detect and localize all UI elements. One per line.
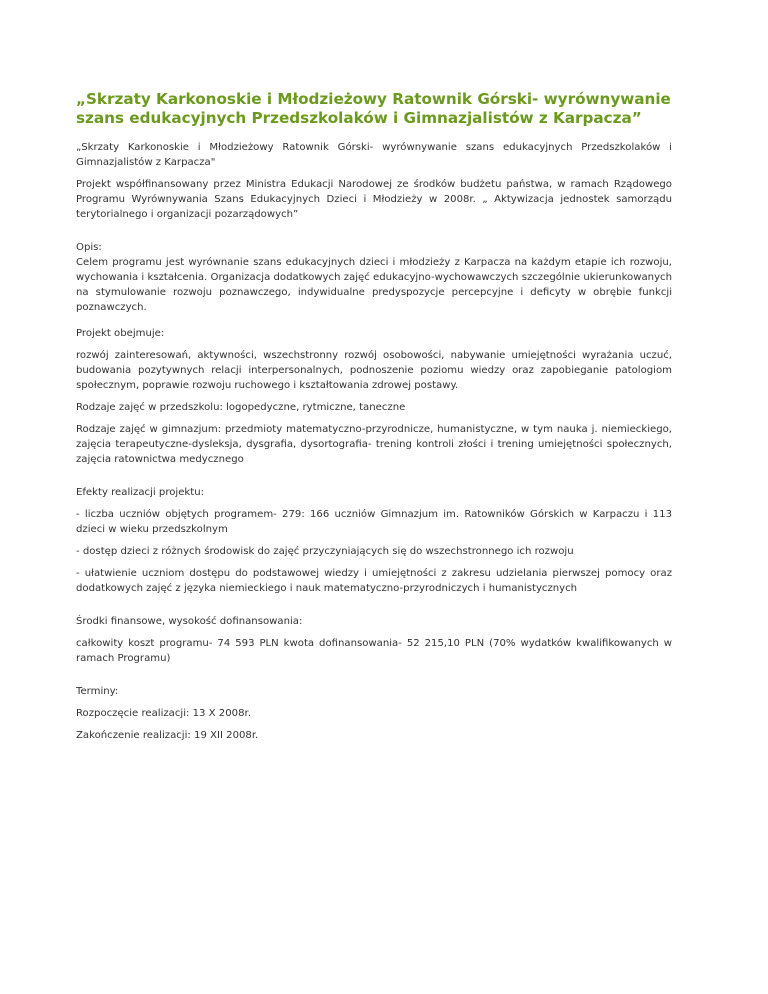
projekt-paragraph: rozwój zainteresowań, aktywności, wszechstronny rozwój osobowości, nabywanie umiejętności wyrażania uczuć, budowania pozytywnych relacji interpersonalnych, podnoszenie poziomu wiedzy oraz zapobieganie patologiom społecznym, poprawie rozwoju ruchowego i kształtowania zdrowej postawy. <box>76 350 672 391</box>
terminy-start: Rozpoczęcie realizacji: 13 X 2008r. <box>76 708 251 719</box>
section-terminy <box>76 684 672 743</box>
document-page <box>76 90 672 750</box>
efekty-heading: Efekty realizacji projektu: <box>76 487 205 498</box>
document-title: „Skrzaty Karkonoskie i Młodzieżowy Ratownik Górski- wyrównywanie szans edukacyjnych Przedszkolaków i Gimnazjalistów z Karpacza” <box>76 90 671 127</box>
section-opis <box>76 240 672 315</box>
srodki-heading: Środki finansowe, wysokość dofinansowania: <box>76 616 303 627</box>
projekt-heading: Projekt obejmuje: <box>76 328 165 339</box>
projekt-gimnazjum: Rodzaje zajęć w gimnazjum: przedmioty matematyczno-przyrodnicze, humanistyczne, w tym nauka j. niemieckiego, zajęcia terapeutyczne-dysleksja, dysgrafia, dysortografia- trening kontroli złości i trening umiejętności społecznych, zajęcia ratownictwa medycznego <box>76 424 672 465</box>
opis-text: Celem programu jest wyrównanie szans edukacyjnych dzieci i młodzieży z Karpacza na każdym etapie ich rozwoju, wychowania i kształcenia. Organizacja dodatkowych zajęć edukacyjno-wychowawczych szczególnie ukierunkowanych na stymulowanie rozwoju poznawczego, indywidualne predyspozycje percepcyjne i deficyty w obrębie funkcji poznawczych. <box>76 257 672 313</box>
section-efekty <box>76 485 672 596</box>
spacer <box>76 474 672 485</box>
opis-heading: Opis: <box>76 242 102 253</box>
section-srodki <box>76 614 672 666</box>
section-projekt <box>76 326 672 467</box>
spacer <box>76 315 672 326</box>
projekt-przedszkole: Rodzaje zajęć w przedszkolu: logopedyczne, rytmiczne, taneczne <box>76 402 406 413</box>
efekty-item: - ułatwienie uczniom dostępu do podstawowej wiedzy i umiejętności z zakresu udzielania pierwszej pomocy oraz dodatkowych zajęć z języka niemieckiego i nauk matematyczno-przyrodniczych i humanistycznych <box>76 568 672 594</box>
intro-funding: Projekt współfinansowany przez Ministra Edukacji Narodowej ze środków budżetu państwa, w ramach Rządowego Programu Wyrównywania Szans Edukacyjnych Dzieci i Młodzieży w 2008r. „ Aktywizacja jednostek samorządu terytorialnego i organizacji pozarządowych” <box>76 179 672 220</box>
efekty-item: - dostęp dzieci z różnych środowisk do zajęć przyczyniających się do wszechstronnego ich rozwoju <box>76 546 574 557</box>
terminy-heading: Terminy: <box>76 686 119 697</box>
spacer <box>76 673 672 684</box>
srodki-text: całkowity koszt programu- 74 593 PLN kwota dofinansowania- 52 215,10 PLN (70% wydatków kwalifikowanych w ramach Programu) <box>76 638 672 664</box>
spacer <box>76 229 672 240</box>
efekty-item: - liczba uczniów objętych programem- 279: 166 uczniów Gimnazjum im. Ratowników Górskich w Karpaczu i 113 dzieci w wieku przedszkolnym <box>76 509 672 535</box>
intro-project-name: „Skrzaty Karkonoskie i Młodzieżowy Ratownik Górski- wyrównywanie szans edukacyjnych Przedszkolaków i Gimnazjalistów z Karpacza" <box>76 142 672 168</box>
spacer <box>76 603 672 614</box>
terminy-end: Zakończenie realizacji: 19 XII 2008r. <box>76 730 259 741</box>
